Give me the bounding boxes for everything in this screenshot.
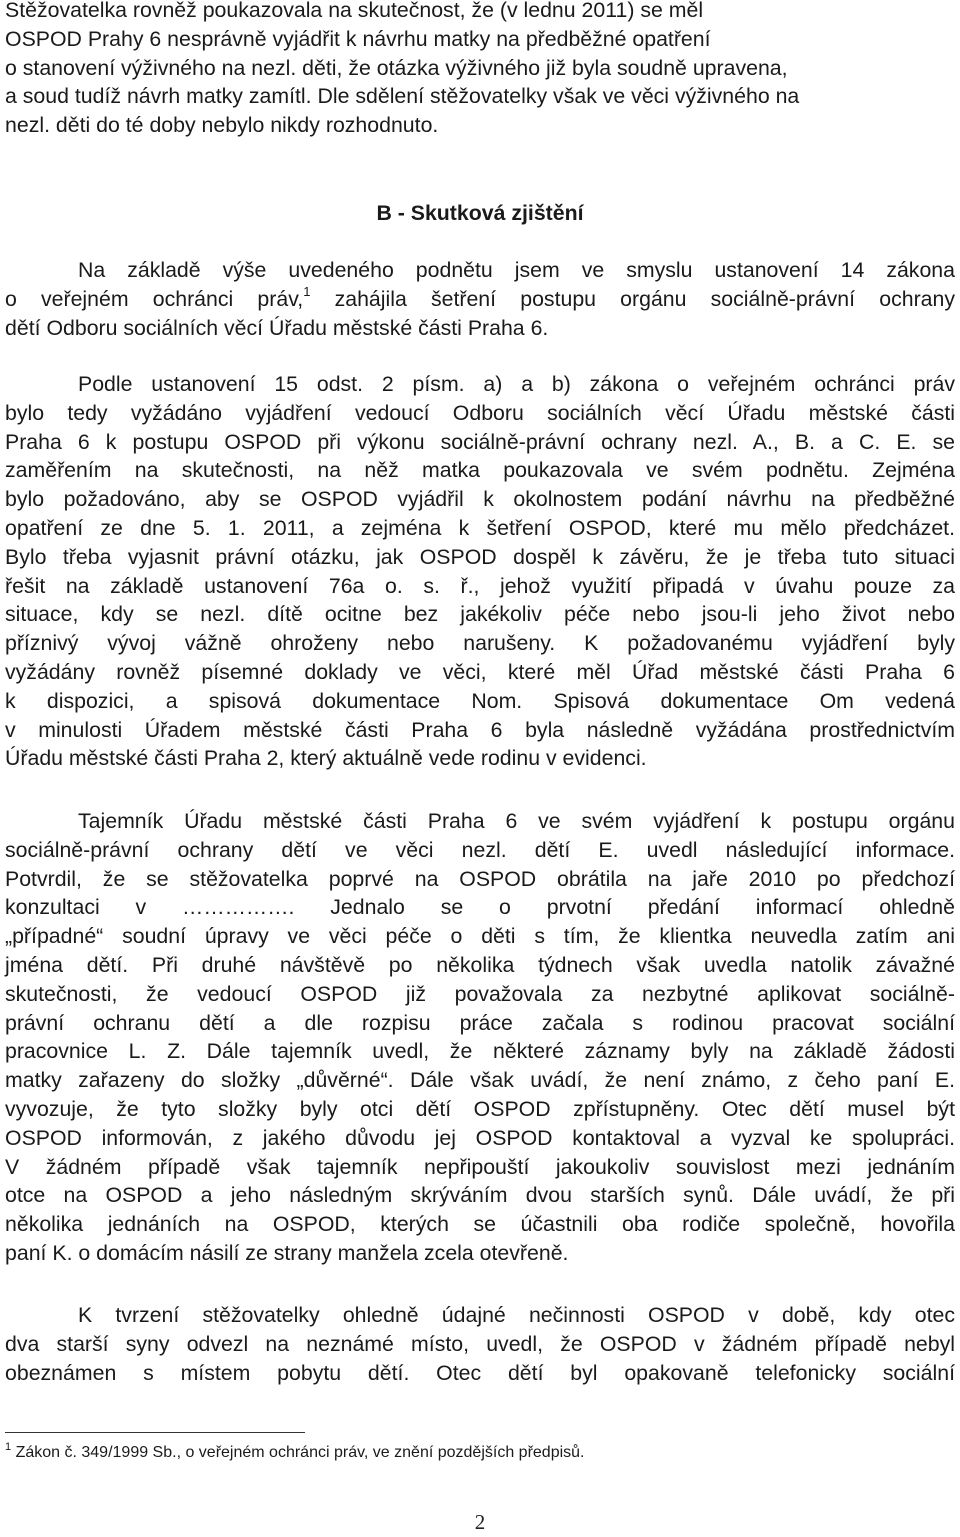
text-line: o stanovení výživného na nezl. děti, že otázka výživného již byla soudně upravena, xyxy=(5,55,788,80)
text-line: Úřadu městské části Praha 2, který aktuálně vede rodinu v evidenci. xyxy=(5,746,647,771)
page-number: 2 xyxy=(474,1510,486,1534)
text-line: Podle ustanovení 15 odst. 2 písm. a) a b) zákona o veřejném ochránci práv xyxy=(78,372,955,396)
text-line: OSPOD Prahy 6 nesprávně vyjádřit k návrhu matky na předběžné opatření xyxy=(5,26,711,51)
text-line: právní ochranu dětí a dle rozpisu práce začala s rodinou pracovat sociální xyxy=(5,1010,955,1035)
text-line: v minulosti Úřadem městské části Praha 6 byla následně vyžádána prostřednictvím xyxy=(5,717,955,742)
text-line: několika jednáních na OSPOD, kterých se účastnili oba rodiče společně, hovořila xyxy=(5,1212,955,1237)
paragraph-secretary-statement xyxy=(5,807,955,1268)
paragraph-intro xyxy=(5,256,955,342)
text-line: paní K. o domácím násilí ze strany manžela zcela otevřeně. xyxy=(5,1240,569,1265)
footnote-text: Zákon č. 349/1999 Sb., o veřejném ochránci práv, ve znění pozdějších předpisů. xyxy=(11,1444,585,1461)
text-line: bylo požadováno, aby se OSPOD vyjádřil k okolnostem podání návrhu na předběžné xyxy=(5,487,955,512)
text-line: otce na OSPOD a jeho následným skrýváním dvou starších synů. Dále uvádí, že při xyxy=(5,1183,955,1208)
text-line: dva starší syny odvezl na neznámé místo, uvedl, že OSPOD v žádném případě nebyl xyxy=(5,1331,955,1356)
text-line: nezl. děti do té doby nebylo nikdy rozhodnuto. xyxy=(5,113,439,138)
text-line: příznivý vývoj vážně ohroženy nebo narušeny. K požadovanému vyjádření byly xyxy=(5,631,955,656)
text-line: jména dětí. Při druhé návštěvě po několika týdnech však uvedla natolik závažné xyxy=(5,952,955,977)
text-line: opatření ze dne 5. 1. 2011, a zejména k šetření OSPOD, které mu mělo předcházet. xyxy=(5,515,955,540)
footnote-separator xyxy=(5,1432,305,1433)
text-line: skutečnosti, že vedoucí OSPOD již považovala za nezbytné aplikovat sociálně- xyxy=(5,981,955,1006)
intro-line2-start: o veřejném ochránci práv, xyxy=(5,286,304,311)
text-line: konzultaci v ……………. Jednalo se o prvotní předání informací ohledně xyxy=(5,895,955,920)
text-line: „případné“ soudní úpravy ve věci péče o děti s tím, že klientka neuvedla zatím ani xyxy=(5,924,955,949)
text-line: dětí Odboru sociálních věcí Úřadu městské části Praha 6. xyxy=(5,315,549,340)
footnote-number: 1 xyxy=(5,1440,12,1453)
text-line: Bylo třeba vyjasnit právní otázku, jak OSPOD dospěl k závěru, že je třeba tuto situaci xyxy=(5,544,955,569)
text-line: Tajemník Úřadu městské části Praha 6 ve svém vyjádření k postupu orgánu xyxy=(78,809,955,833)
section-heading: B - Skutková zjištění xyxy=(376,201,584,225)
text-line: Stěžovatelka rovněž poukazovala na skutečnost, že (v lednu 2011) se měl xyxy=(5,0,704,22)
text-line: matky zařazeny do složky „důvěrné“. Dále však uvádí, že není známo, z čeho paní E. xyxy=(5,1068,955,1093)
text-line: k dispozici, a spisová dokumentace Nom. Spisová dokumentace Om vedená xyxy=(5,688,955,713)
text-line: vyžádány rovněž písemné doklady ve věci, které měl Úřad městské části Praha 6 xyxy=(5,659,955,684)
text-line: zaměřením na skutečnosti, na něž matka poukazovala ve svém podnětu. Zejména xyxy=(5,458,955,483)
footnote-reference[interactable]: 1 xyxy=(303,283,311,299)
text-line: obeznámen s místem pobytu dětí. Otec dětí byl opakovaně telefonicky sociální xyxy=(5,1360,955,1385)
text-line: sociálně-právní ochrany dětí ve věci nezl. dětí E. uvedl následující informace. xyxy=(5,837,955,862)
paragraph-complaint-summary xyxy=(5,0,955,140)
text-line: řešit na základě ustanovení 76a o. s. ř., jehož využití připadá v úvahu pouze za xyxy=(5,573,955,598)
text-line: Na základě výše uvedeného podnětu jsem ve smyslu ustanovení 14 zákona xyxy=(78,258,955,282)
text-line: situace, kdy se nezl. dítě ocitne bez jakékoliv péče nebo jsou-li jeho život nebo xyxy=(5,602,955,627)
paragraph-request xyxy=(5,370,955,773)
intro-line2-end: zahájila šetření postupu orgánu sociálně-právní ochrany xyxy=(310,286,955,311)
text-line: K tvrzení stěžovatelky ohledně údajné nečinnosti OSPOD v době, kdy otec xyxy=(78,1303,955,1327)
text-line: vyvozuje, že tyto složky byly otci dětí OSPOD zpřístupněny. Otec dětí musel být xyxy=(5,1096,955,1121)
text-line: bylo tedy vyžádáno vyjádření vedoucí Odboru sociálních věcí Úřadu městské části xyxy=(5,400,955,425)
footnote xyxy=(5,1440,955,1466)
text-line: Potvrdil, že se stěžovatelka poprvé na OSPOD obrátila na jaře 2010 po předchozí xyxy=(5,866,955,891)
text-line xyxy=(5,285,955,314)
text-line: a soud tudíž návrh matky zamítl. Dle sdělení stěžovatelky však ve věci výživného na xyxy=(5,84,800,109)
paragraph-inactivity-claim xyxy=(5,1301,955,1387)
text-line: V žádném případě však tajemník nepřipouští jakoukoliv souvislost mezi jednáním xyxy=(5,1154,955,1179)
text-line: OSPOD informován, z jakého důvodu jej OSPOD kontaktoval a vyzval ke spolupráci. xyxy=(5,1125,955,1150)
text-line: pracovnice L. Z. Dále tajemník uvedl, že některé záznamy byly na základě žádosti xyxy=(5,1039,955,1064)
text-line: Praha 6 k postupu OSPOD při výkonu sociálně-právní ochrany nezl. A., B. a C. E. se xyxy=(5,429,955,454)
